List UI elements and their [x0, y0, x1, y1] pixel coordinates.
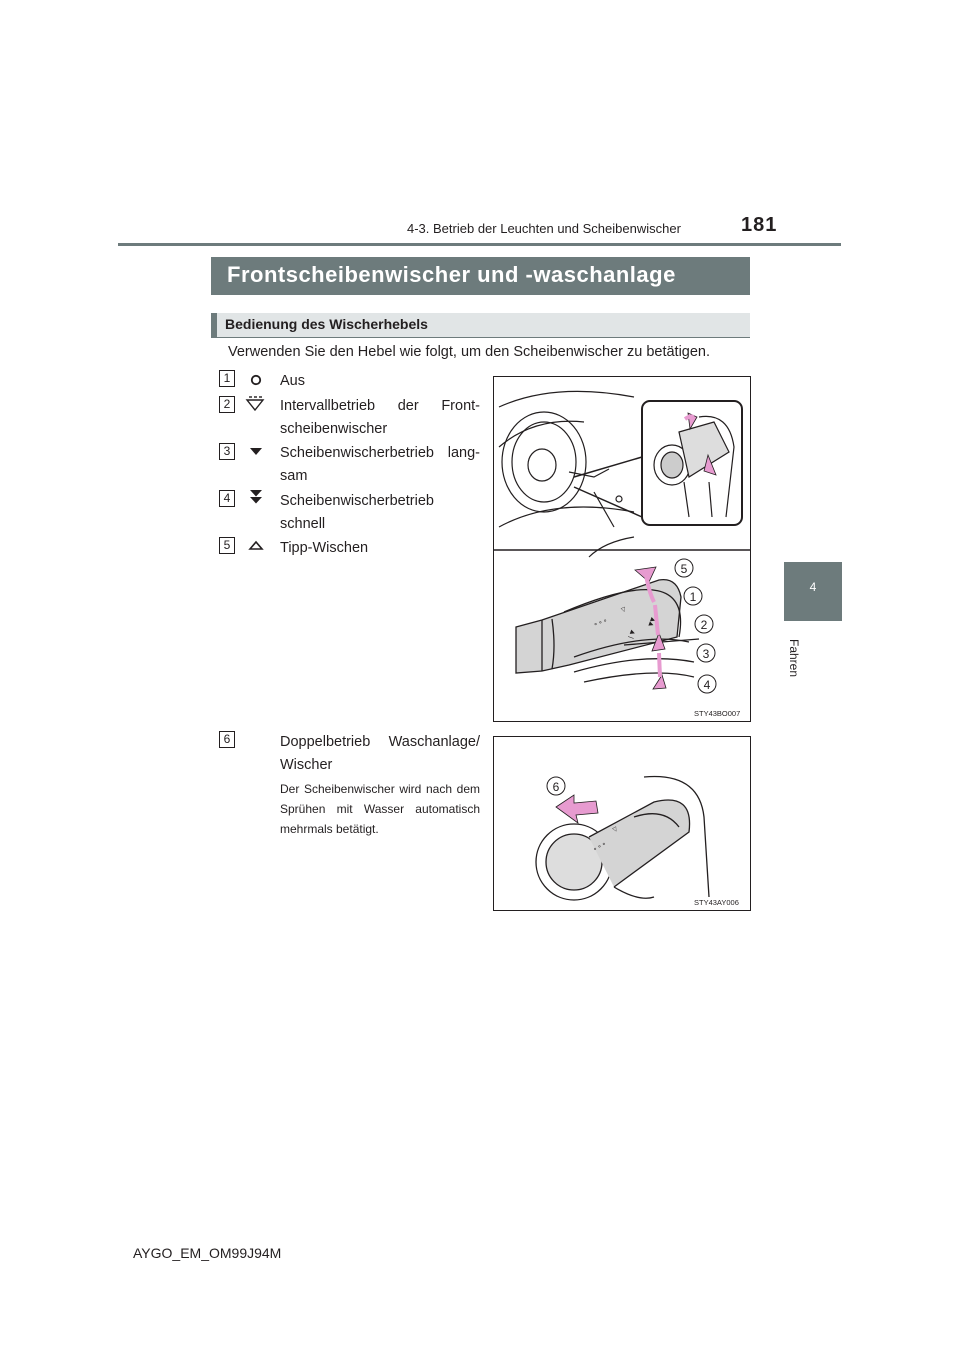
subheading: Bedienung des Wischerhebels: [225, 316, 428, 332]
item-text-4: Scheibenwischerbetrieb schnell: [280, 493, 434, 532]
svg-text:▽: ▽: [611, 825, 620, 834]
callout-6: 6: [552, 780, 560, 794]
section-title: Frontscheibenwischer und -waschanlage: [227, 262, 676, 287]
callout-3: 3: [702, 647, 710, 661]
svg-text:⚬⚬⚬: ⚬⚬⚬: [592, 617, 609, 629]
chapter-number: 4: [809, 580, 817, 594]
subheading-accent-bar: [211, 313, 217, 338]
mist-wiper-icon: [245, 537, 267, 555]
svg-text:▼▼: ▼▼: [647, 616, 658, 628]
section-title-band: [211, 257, 750, 295]
item-text-2: Intervallbetrieb der Front-scheibenwischer: [280, 398, 480, 437]
item-text-6: Doppelbetrieb Waschanlage/ Wischer: [280, 734, 480, 773]
low-speed-wiper-icon: [245, 443, 267, 461]
callout-4: 4: [703, 678, 711, 692]
item-note: Der Scheibenwischer wird nach dem Sprühen mit Wasser automatisch mehrmals betätigt.: [280, 782, 480, 836]
item-number-3: 3: [219, 443, 235, 460]
item-number-6: 6: [219, 731, 235, 748]
item-number-2: 2: [219, 396, 235, 413]
intro-text: Verwenden Sie den Hebel wie folgt, um den Scheibenwischer zu betätigen.: [228, 344, 711, 360]
figure-code: STY43BO007: [694, 709, 741, 718]
wiper-lever-figure: [493, 376, 751, 722]
callout-1: 1: [689, 590, 697, 604]
item-number-1: 1: [219, 370, 235, 387]
callout-2: 2: [700, 618, 708, 632]
header-section-title: 4-3. Betrieb der Leuchten und Scheibenwischer: [407, 221, 681, 236]
svg-text:| ▼: | ▼: [627, 629, 637, 640]
washer-lever-illustration: [494, 737, 750, 910]
chapter-label: Fahren: [787, 638, 801, 678]
washer-lever-figure: [493, 736, 751, 911]
footer-doc-code: AYGO_EM_OM99J94M: [133, 1245, 282, 1261]
figure-code: STY43AY006: [694, 898, 739, 907]
svg-text:▽: ▽: [620, 605, 628, 614]
chapter-tab: [784, 562, 842, 621]
header-rule: [118, 243, 841, 246]
item-number-4: 4: [219, 490, 235, 507]
item-number-5: 5: [219, 537, 235, 554]
wiper-lever-illustration: [494, 377, 750, 721]
item-text-1: Aus: [280, 373, 305, 389]
item-text-5: Tipp-Wischen: [280, 540, 369, 556]
callout-5: 5: [680, 562, 688, 576]
item-text-3: Scheibenwischerbetrieb lang-sam: [280, 445, 480, 484]
page-number: 181: [741, 214, 778, 236]
svg-text:⚬⚬⚬: ⚬⚬⚬: [591, 840, 609, 854]
intermittent-wiper-icon: [244, 395, 266, 413]
high-speed-wiper-icon: [245, 488, 267, 506]
subheading-band: [211, 313, 750, 338]
off-circle-icon: [245, 371, 267, 389]
